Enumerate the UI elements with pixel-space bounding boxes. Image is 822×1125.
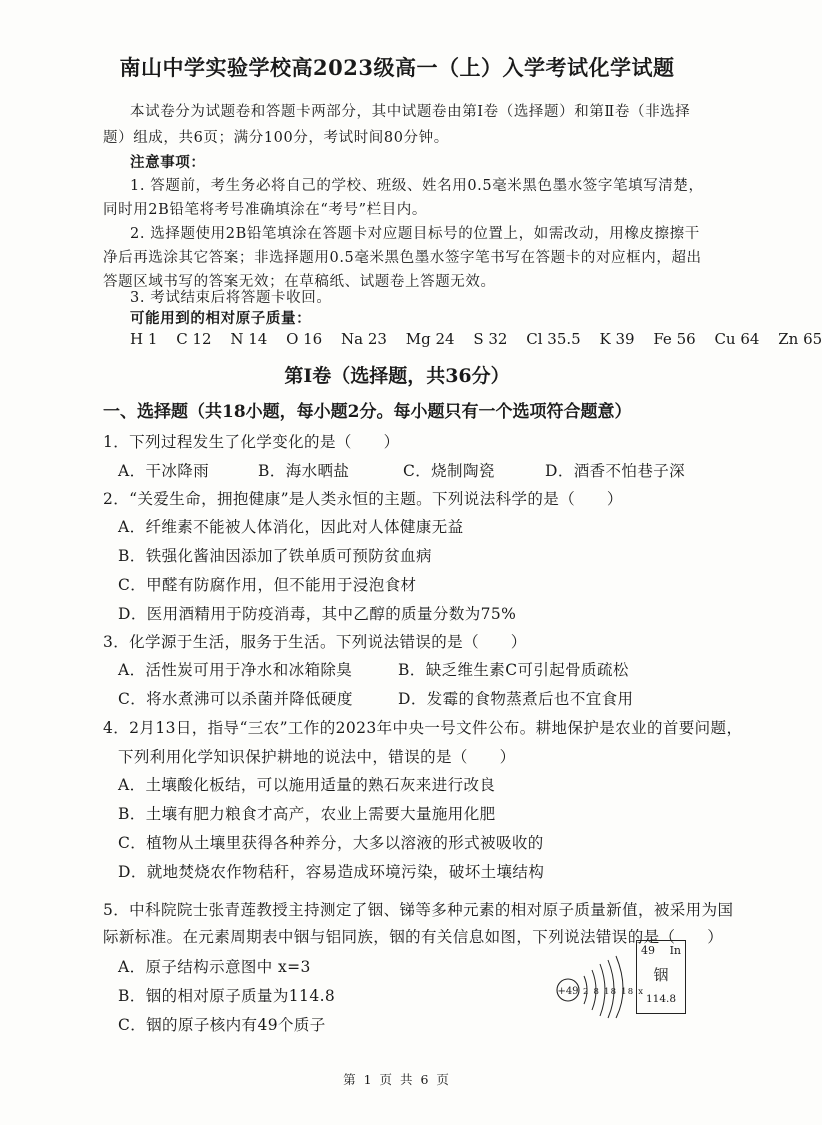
q5-stem-line-1: 5．中科院院士张青莲教授主持测定了铟、锑等多种元素的相对原子质量新值，被采用为国 <box>103 901 734 919</box>
q5-option-c: C．铟的原子核内有49个质子 <box>118 1016 326 1034</box>
note-2c: 答题区域书写的答案无效；在草稿纸、试题卷上答题无效。 <box>103 274 496 290</box>
q1-stem: 1．下列过程发生了化学变化的是（ ） <box>103 433 400 451</box>
intro-line-2: 题）组成，共6页；满分100分，考试时间80分钟。 <box>103 130 449 146</box>
exam-title: 南山中学实验学校高2023级高一（上）入学考试化学试题 <box>119 55 675 80</box>
q4-stem-line-1: 4．2月13日，指导“三农”工作的2023年中央一号文件公布。耕地保护是农业的首要问题， <box>103 719 743 737</box>
notes-heading: 注意事项： <box>130 154 206 171</box>
q3-option-b: B．缺乏维生素C可引起骨质疏松 <box>398 661 629 679</box>
q1-option-a: A．干冰降雨 <box>118 462 210 480</box>
mass-c: C 12 <box>176 330 212 348</box>
atomic-masses <box>130 330 822 348</box>
electron-shells: 2 8 18 18 x <box>583 987 645 997</box>
nucleus-charge: +49 <box>557 986 579 997</box>
mass-zn: Zn 65 <box>778 330 822 348</box>
q4-stem-line-2: 下列利用化学知识保护耕地的说法中，错误的是（ ） <box>118 748 516 766</box>
atomic-number: 49 <box>641 944 655 957</box>
element-symbol: In <box>669 944 681 957</box>
note-1a: 1. 答题前，考生务必将自己的学校、班级、姓名用0.5毫米黑色墨水签字笔填写清楚， <box>130 178 704 194</box>
q1-option-c: C．烧制陶瓷 <box>403 462 495 480</box>
q3-option-a: A．活性炭可用于净水和冰箱除臭 <box>118 661 353 679</box>
q3-stem: 3．化学源于生活，服务于生活。下列说法错误的是（ ） <box>103 633 527 651</box>
q3-option-d: D．发霉的食物蒸煮后也不宜食用 <box>398 690 634 708</box>
note-1b: 同时用2B铅笔将考号准确填涂在“考号”栏目内。 <box>103 202 428 218</box>
periodic-table-cell <box>636 940 686 1014</box>
mass-s: S 32 <box>473 330 508 348</box>
mass-mg: Mg 24 <box>405 330 455 348</box>
note-2b: 净后再选涂其它答案；非选择题用0.5毫米黑色墨水签字笔书写在答题卡的对应框内，超出 <box>103 250 702 266</box>
q4-option-d: D．就地焚烧农作物秸秆，容易造成环境污染，破坏土壤结构 <box>118 863 545 881</box>
q4-option-b: B．土壤有肥力粮食才高产，农业上需要大量施用化肥 <box>118 805 496 823</box>
q1-option-b: B．海水晒盐 <box>258 462 350 480</box>
note-2a: 2. 选择题使用2B铅笔填涂在答题卡对应题目标号的位置上，如需改动，用橡皮擦擦干 <box>130 226 700 242</box>
mass-cl: Cl 35.5 <box>526 330 581 348</box>
q3-option-c: C．将水煮沸可以杀菌并降低硬度 <box>118 690 353 708</box>
atomic-mass: 114.8 <box>645 993 677 1005</box>
intro-line-1: 本试卷分为试题卷和答题卡两部分，其中试题卷由第Ⅰ卷（选择题）和第Ⅱ卷（非选择 <box>130 104 691 120</box>
q2-stem: 2．“关爱生命，拥抱健康”是人类永恒的主题。下列说法科学的是（ ） <box>103 490 623 508</box>
page-footer: 第 1 页 共 6 页 <box>343 1072 451 1087</box>
part-title: 一、选择题（共18小题，每小题2分。每小题只有一个选项符合题意） <box>103 402 632 422</box>
q2-option-d: D．医用酒精用于防疫消毒，其中乙醇的质量分数为75% <box>118 605 517 623</box>
mass-cu: Cu 64 <box>714 330 760 348</box>
q2-option-b: B．铁强化酱油因添加了铁单质可预防贫血病 <box>118 547 432 565</box>
q5-option-a: A．原子结构示意图中 x=3 <box>118 958 311 976</box>
q2-option-a: A．纤维素不能被人体消化，因此对人体健康无益 <box>118 518 464 536</box>
q1-option-d: D．酒香不怕巷子深 <box>545 462 686 480</box>
mass-n: N 14 <box>230 330 268 348</box>
q5-option-b: B．铟的相对原子质量为114.8 <box>118 987 336 1005</box>
mass-fe: Fe 56 <box>653 330 696 348</box>
element-name: 铟 <box>653 966 669 984</box>
section-title: 第Ⅰ卷（选择题，共36分） <box>284 365 510 387</box>
masses-heading: 可能用到的相对原子质量： <box>130 310 312 327</box>
mass-na: Na 23 <box>341 330 387 348</box>
note-3: 3. 考试结束后将答题卡收回。 <box>130 290 332 306</box>
mass-o: O 16 <box>286 330 323 348</box>
q2-option-c: C．甲醛有防腐作用，但不能用于浸泡食材 <box>118 576 417 594</box>
q4-option-a: A．土壤酸化板结，可以施用适量的熟石灰来进行改良 <box>118 776 496 794</box>
mass-k: K 39 <box>599 330 635 348</box>
mass-h: H 1 <box>130 330 158 348</box>
q5-stem-line-2: 际新标准。在元素周期表中铟与铝同族，铟的有关信息如图，下列说法错误的是（ ） <box>103 928 724 946</box>
q4-option-c: C．植物从土壤里获得各种养分，大多以溶液的形式被吸收的 <box>118 834 544 852</box>
